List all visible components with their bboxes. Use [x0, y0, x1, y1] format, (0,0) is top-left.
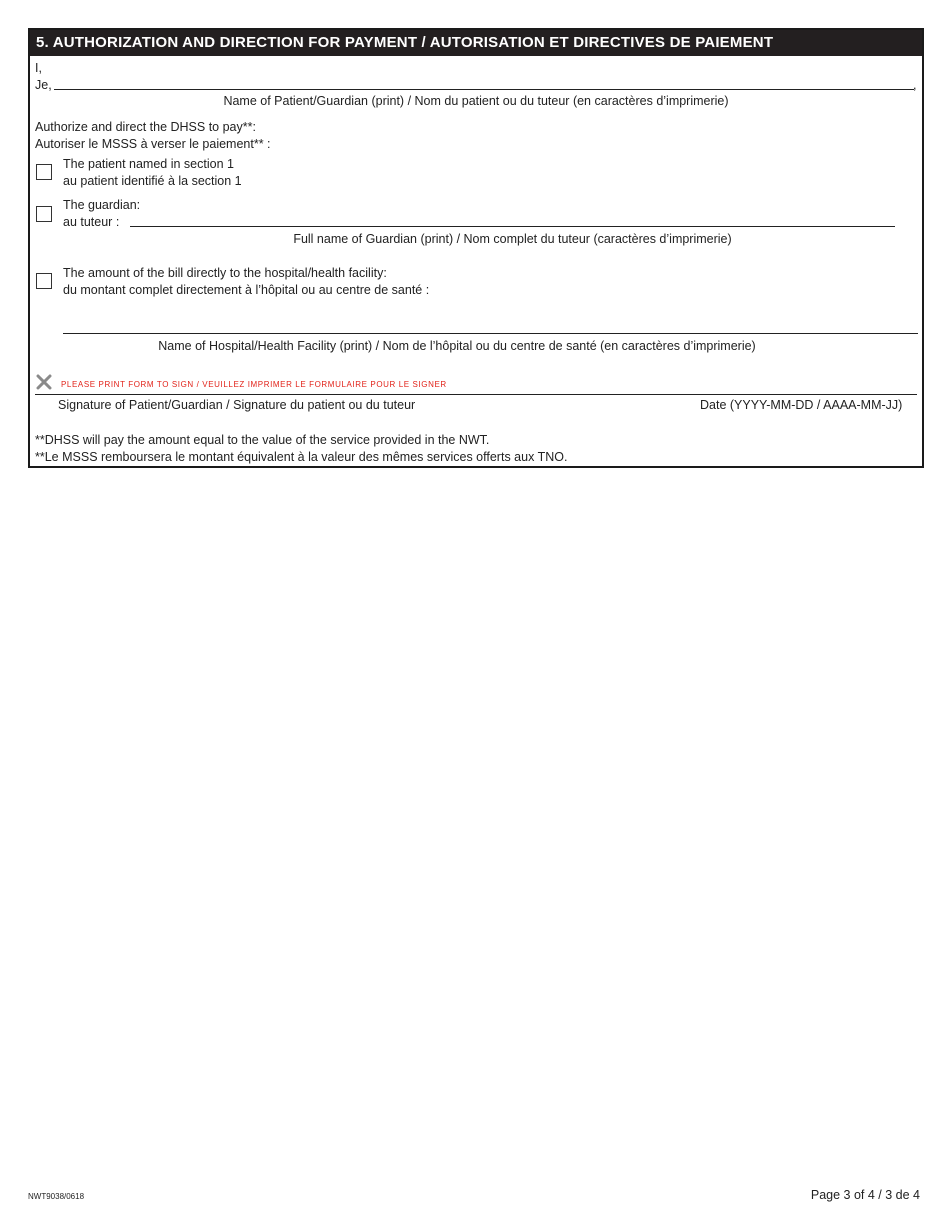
patient-name-caption: Name of Patient/Guardian (print) / Nom du patient ou du tuteur (en caractères d’imprimerie): [223, 94, 729, 108]
patient-checkbox[interactable]: [36, 164, 52, 180]
patient-option-fr: au patient identifié à la section 1: [63, 174, 242, 188]
authorization-section: [28, 28, 924, 468]
guardian-option-fr: au tuteur :: [63, 215, 120, 229]
hospital-name-field[interactable]: [63, 317, 918, 333]
hospital-option-fr: du montant complet directement à l’hôpital ou au centre de santé :: [63, 283, 430, 297]
signature-caption: Signature of Patient/Guardian / Signature du patient ou du tuteur: [58, 398, 416, 412]
page-number: Page 3 of 4 / 3 de 4: [810, 1188, 920, 1202]
signature-field[interactable]: [35, 378, 917, 394]
date-caption: Date (YYYY-MM-DD / AAAA-MM-JJ): [700, 398, 903, 412]
i-label-fr: Je,: [35, 78, 52, 92]
note-en: **DHSS will pay the amount equal to the value of the service provided in the NWT.: [35, 433, 490, 447]
hospital-option-en: The amount of the bill directly to the hospital/health facility:: [63, 266, 387, 280]
comma: ,: [913, 78, 917, 92]
guardian-name-field[interactable]: [130, 211, 895, 227]
section-title: 5. AUTHORIZATION AND DIRECTION FOR PAYMENT / AUTORISATION ET DIRECTIVES DE PAIEMENT: [30, 30, 922, 56]
hospital-name-caption: Name of Hospital/Health Facility (print) / Nom de l’hôpital ou du centre de santé (en caractères d’imprimerie): [158, 339, 756, 353]
patient-option-en: The patient named in section 1: [63, 157, 234, 171]
guardian-name-caption: Full name of Guardian (print) / Nom complet du tuteur (caractères d’imprimerie): [293, 232, 732, 246]
patient-name-field[interactable]: [54, 74, 914, 90]
patient-name-line: [54, 89, 914, 90]
signature-line: [35, 394, 917, 395]
authorize-text-fr: Autoriser le MSSS à verser le paiement** :: [35, 137, 271, 151]
signature-notice: PLEASE PRINT FORM TO SIGN / VEUILLEZ IMPRIMER LE FORMULAIRE POUR LE SIGNER: [61, 380, 447, 389]
guardian-option-en: The guardian:: [63, 198, 141, 212]
guardian-checkbox[interactable]: [36, 206, 52, 222]
i-label-en: I,: [35, 61, 42, 75]
guardian-name-line: [130, 226, 895, 227]
authorize-text-en: Authorize and direct the DHSS to pay**:: [35, 120, 256, 134]
note-fr: **Le MSSS remboursera le montant équivalent à la valeur des mêmes services offerts aux TNO.: [35, 450, 568, 464]
form-code: NWT9038/0618: [28, 1192, 85, 1201]
hospital-name-line: [63, 333, 918, 334]
hospital-checkbox[interactable]: [36, 273, 52, 289]
